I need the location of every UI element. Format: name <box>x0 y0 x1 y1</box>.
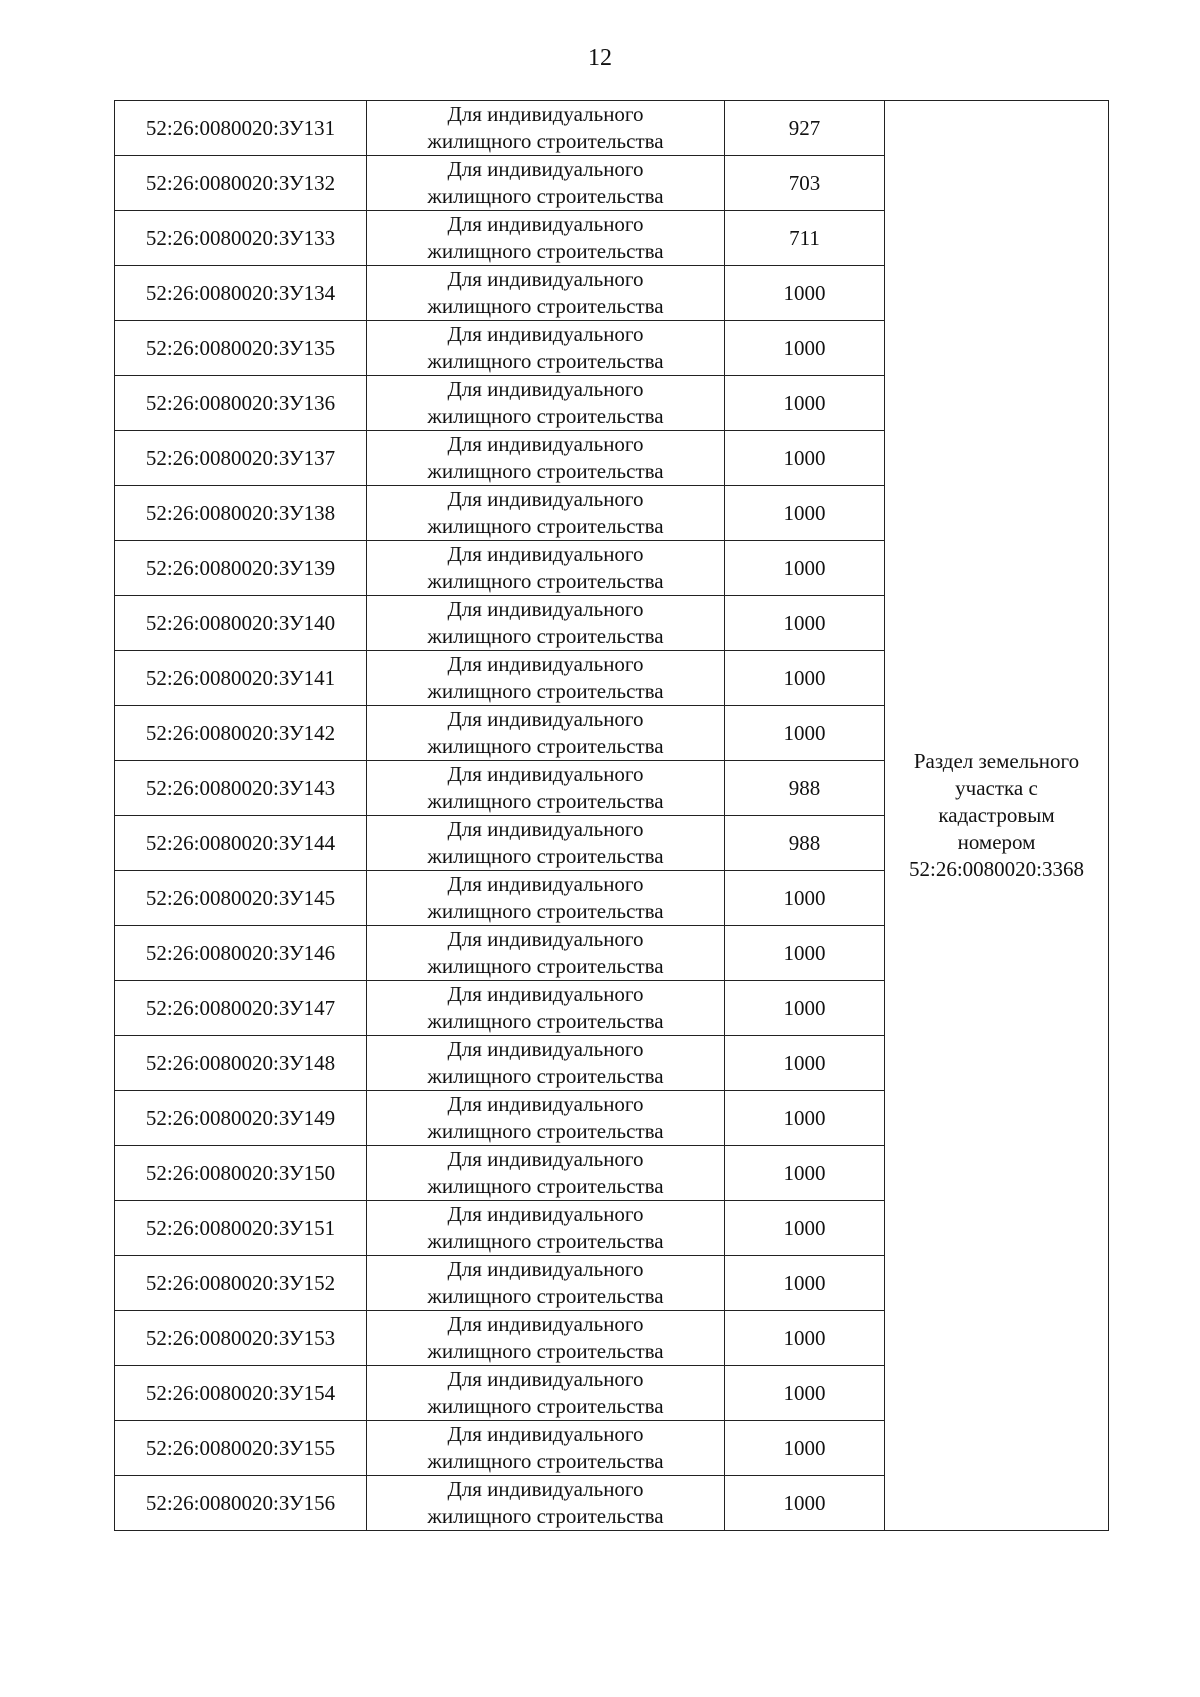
permitted-use-line-2: жилищного строительства <box>427 624 664 648</box>
parcel-number-cell: 52:26:0080020:ЗУ138 <box>115 486 367 541</box>
area-cell: 1000 <box>725 651 885 706</box>
parcel-number-cell: 52:26:0080020:ЗУ155 <box>115 1421 367 1476</box>
permitted-use-cell <box>367 376 725 431</box>
parcel-number-cell: 52:26:0080020:ЗУ139 <box>115 541 367 596</box>
permitted-use-cell <box>367 486 725 541</box>
permitted-use-line-1: Для индивидуального <box>447 707 644 731</box>
area-cell: 988 <box>725 761 885 816</box>
parcel-number-cell: 52:26:0080020:ЗУ140 <box>115 596 367 651</box>
permitted-use-line-1: Для индивидуального <box>447 542 644 566</box>
area-cell: 1000 <box>725 706 885 761</box>
permitted-use-line-2: жилищного строительства <box>427 1394 664 1418</box>
permitted-use-line-2: жилищного строительства <box>427 184 664 208</box>
permitted-use-line-2: жилищного строительства <box>427 1119 664 1143</box>
area-cell: 1000 <box>725 926 885 981</box>
permitted-use-line-1: Для индивидуального <box>447 597 644 621</box>
area-cell: 1000 <box>725 1256 885 1311</box>
table-row <box>115 101 1109 156</box>
parcel-number-cell: 52:26:0080020:ЗУ148 <box>115 1036 367 1091</box>
permitted-use-line-1: Для индивидуального <box>447 1477 644 1501</box>
permitted-use-cell <box>367 871 725 926</box>
permitted-use-line-2: жилищного строительства <box>427 844 664 868</box>
permitted-use-line-2: жилищного строительства <box>427 514 664 538</box>
area-cell: 927 <box>725 101 885 156</box>
permitted-use-line-2: жилищного строительства <box>427 1449 664 1473</box>
permitted-use-line-1: Для индивидуального <box>447 652 644 676</box>
permitted-use-cell <box>367 431 725 486</box>
area-cell: 1000 <box>725 266 885 321</box>
parcel-number-cell: 52:26:0080020:ЗУ141 <box>115 651 367 706</box>
permitted-use-line-1: Для индивидуального <box>447 817 644 841</box>
permitted-use-line-2: жилищного строительства <box>427 899 664 923</box>
permitted-use-line-2: жилищного строительства <box>427 1229 664 1253</box>
parcel-number-cell: 52:26:0080020:ЗУ134 <box>115 266 367 321</box>
permitted-use-line-1: Для индивидуального <box>447 1037 644 1061</box>
permitted-use-line-1: Для индивидуального <box>447 927 644 951</box>
area-cell: 1000 <box>725 1366 885 1421</box>
parcel-number-cell: 52:26:0080020:ЗУ151 <box>115 1201 367 1256</box>
parcel-number-cell: 52:26:0080020:ЗУ142 <box>115 706 367 761</box>
formation-method-cell <box>885 101 1109 1531</box>
permitted-use-line-1: Для индивидуального <box>447 157 644 181</box>
area-cell: 1000 <box>725 1091 885 1146</box>
permitted-use-line-2: жилищного строительства <box>427 569 664 593</box>
permitted-use-cell <box>367 266 725 321</box>
permitted-use-cell <box>367 1201 725 1256</box>
permitted-use-line-1: Для индивидуального <box>447 267 644 291</box>
permitted-use-cell <box>367 1146 725 1201</box>
permitted-use-line-2: жилищного строительства <box>427 734 664 758</box>
parcel-number-cell: 52:26:0080020:ЗУ132 <box>115 156 367 211</box>
permitted-use-cell <box>367 1311 725 1366</box>
permitted-use-cell <box>367 1256 725 1311</box>
permitted-use-line-1: Для индивидуального <box>447 1147 644 1171</box>
permitted-use-line-1: Для индивидуального <box>447 1202 644 1226</box>
permitted-use-cell <box>367 1366 725 1421</box>
permitted-use-cell <box>367 1036 725 1091</box>
permitted-use-line-2: жилищного строительства <box>427 404 664 428</box>
permitted-use-line-2: жилищного строительства <box>427 294 664 318</box>
permitted-use-cell <box>367 211 725 266</box>
parcel-number-cell: 52:26:0080020:ЗУ146 <box>115 926 367 981</box>
area-cell: 1000 <box>725 321 885 376</box>
parcel-number-cell: 52:26:0080020:ЗУ150 <box>115 1146 367 1201</box>
permitted-use-line-1: Для индивидуального <box>447 1312 644 1336</box>
permitted-use-line-2: жилищного строительства <box>427 1339 664 1363</box>
area-cell: 711 <box>725 211 885 266</box>
area-cell: 1000 <box>725 871 885 926</box>
permitted-use-line-1: Для индивидуального <box>447 1367 644 1391</box>
parcel-number-cell: 52:26:0080020:ЗУ147 <box>115 981 367 1036</box>
permitted-use-line-2: жилищного строительства <box>427 954 664 978</box>
area-cell: 988 <box>725 816 885 871</box>
area-cell: 1000 <box>725 431 885 486</box>
parcel-number-cell: 52:26:0080020:ЗУ153 <box>115 1311 367 1366</box>
formation-method-line-4: номером <box>957 830 1036 854</box>
permitted-use-line-2: жилищного строительства <box>427 239 664 263</box>
area-cell: 703 <box>725 156 885 211</box>
parcel-number-cell: 52:26:0080020:ЗУ133 <box>115 211 367 266</box>
area-cell: 1000 <box>725 981 885 1036</box>
area-cell: 1000 <box>725 596 885 651</box>
permitted-use-line-2: жилищного строительства <box>427 1009 664 1033</box>
permitted-use-cell <box>367 596 725 651</box>
area-cell: 1000 <box>725 1421 885 1476</box>
permitted-use-cell <box>367 651 725 706</box>
permitted-use-cell <box>367 816 725 871</box>
parcels-table-body <box>115 101 1109 1531</box>
permitted-use-line-1: Для индивидуального <box>447 487 644 511</box>
permitted-use-cell <box>367 541 725 596</box>
permitted-use-cell <box>367 321 725 376</box>
parcel-number-cell: 52:26:0080020:ЗУ137 <box>115 431 367 486</box>
formation-method-line-2: участка с <box>955 776 1038 800</box>
parcel-number-cell: 52:26:0080020:ЗУ145 <box>115 871 367 926</box>
permitted-use-line-1: Для индивидуального <box>447 1257 644 1281</box>
permitted-use-line-2: жилищного строительства <box>427 129 664 153</box>
area-cell: 1000 <box>725 486 885 541</box>
parcel-number-cell: 52:26:0080020:ЗУ135 <box>115 321 367 376</box>
permitted-use-line-1: Для индивидуального <box>447 377 644 401</box>
permitted-use-line-2: жилищного строительства <box>427 679 664 703</box>
area-cell: 1000 <box>725 541 885 596</box>
permitted-use-line-1: Для индивидуального <box>447 1092 644 1116</box>
permitted-use-line-2: жилищного строительства <box>427 789 664 813</box>
area-cell: 1000 <box>725 1311 885 1366</box>
area-cell: 1000 <box>725 376 885 431</box>
permitted-use-cell <box>367 981 725 1036</box>
parcel-number-cell: 52:26:0080020:ЗУ143 <box>115 761 367 816</box>
permitted-use-line-1: Для индивидуального <box>447 102 644 126</box>
permitted-use-cell <box>367 156 725 211</box>
permitted-use-cell <box>367 706 725 761</box>
parcel-number-cell: 52:26:0080020:ЗУ149 <box>115 1091 367 1146</box>
permitted-use-line-1: Для индивидуального <box>447 1422 644 1446</box>
area-cell: 1000 <box>725 1036 885 1091</box>
permitted-use-line-2: жилищного строительства <box>427 1174 664 1198</box>
permitted-use-cell <box>367 1421 725 1476</box>
area-cell: 1000 <box>725 1146 885 1201</box>
permitted-use-line-2: жилищного строительства <box>427 349 664 373</box>
area-cell: 1000 <box>725 1476 885 1531</box>
permitted-use-line-2: жилищного строительства <box>427 1064 664 1088</box>
permitted-use-line-1: Для индивидуального <box>447 762 644 786</box>
permitted-use-line-1: Для индивидуального <box>447 212 644 236</box>
permitted-use-line-2: жилищного строительства <box>427 459 664 483</box>
permitted-use-cell <box>367 761 725 816</box>
parcel-number-cell: 52:26:0080020:ЗУ144 <box>115 816 367 871</box>
parcel-number-cell: 52:26:0080020:ЗУ156 <box>115 1476 367 1531</box>
page-number: 12 <box>588 45 612 71</box>
permitted-use-line-2: жилищного строительства <box>427 1284 664 1308</box>
permitted-use-cell <box>367 1091 725 1146</box>
formation-method-line-5: 52:26:0080020:3368 <box>908 857 1084 881</box>
permitted-use-line-2: жилищного строительства <box>427 1504 664 1528</box>
area-cell: 1000 <box>725 1201 885 1256</box>
parcel-number-cell: 52:26:0080020:ЗУ152 <box>115 1256 367 1311</box>
parcel-number-cell: 52:26:0080020:ЗУ154 <box>115 1366 367 1421</box>
formation-method-line-1: Раздел земельного <box>913 749 1080 773</box>
permitted-use-cell <box>367 101 725 156</box>
permitted-use-line-1: Для индивидуального <box>447 432 644 456</box>
parcel-number-cell: 52:26:0080020:ЗУ131 <box>115 101 367 156</box>
permitted-use-line-1: Для индивидуального <box>447 322 644 346</box>
formation-method-line-3: кадастровым <box>938 803 1055 827</box>
permitted-use-cell <box>367 926 725 981</box>
permitted-use-line-1: Для индивидуального <box>447 982 644 1006</box>
parcels-table <box>114 100 1109 1531</box>
permitted-use-cell <box>367 1476 725 1531</box>
parcel-number-cell: 52:26:0080020:ЗУ136 <box>115 376 367 431</box>
permitted-use-line-1: Для индивидуального <box>447 872 644 896</box>
